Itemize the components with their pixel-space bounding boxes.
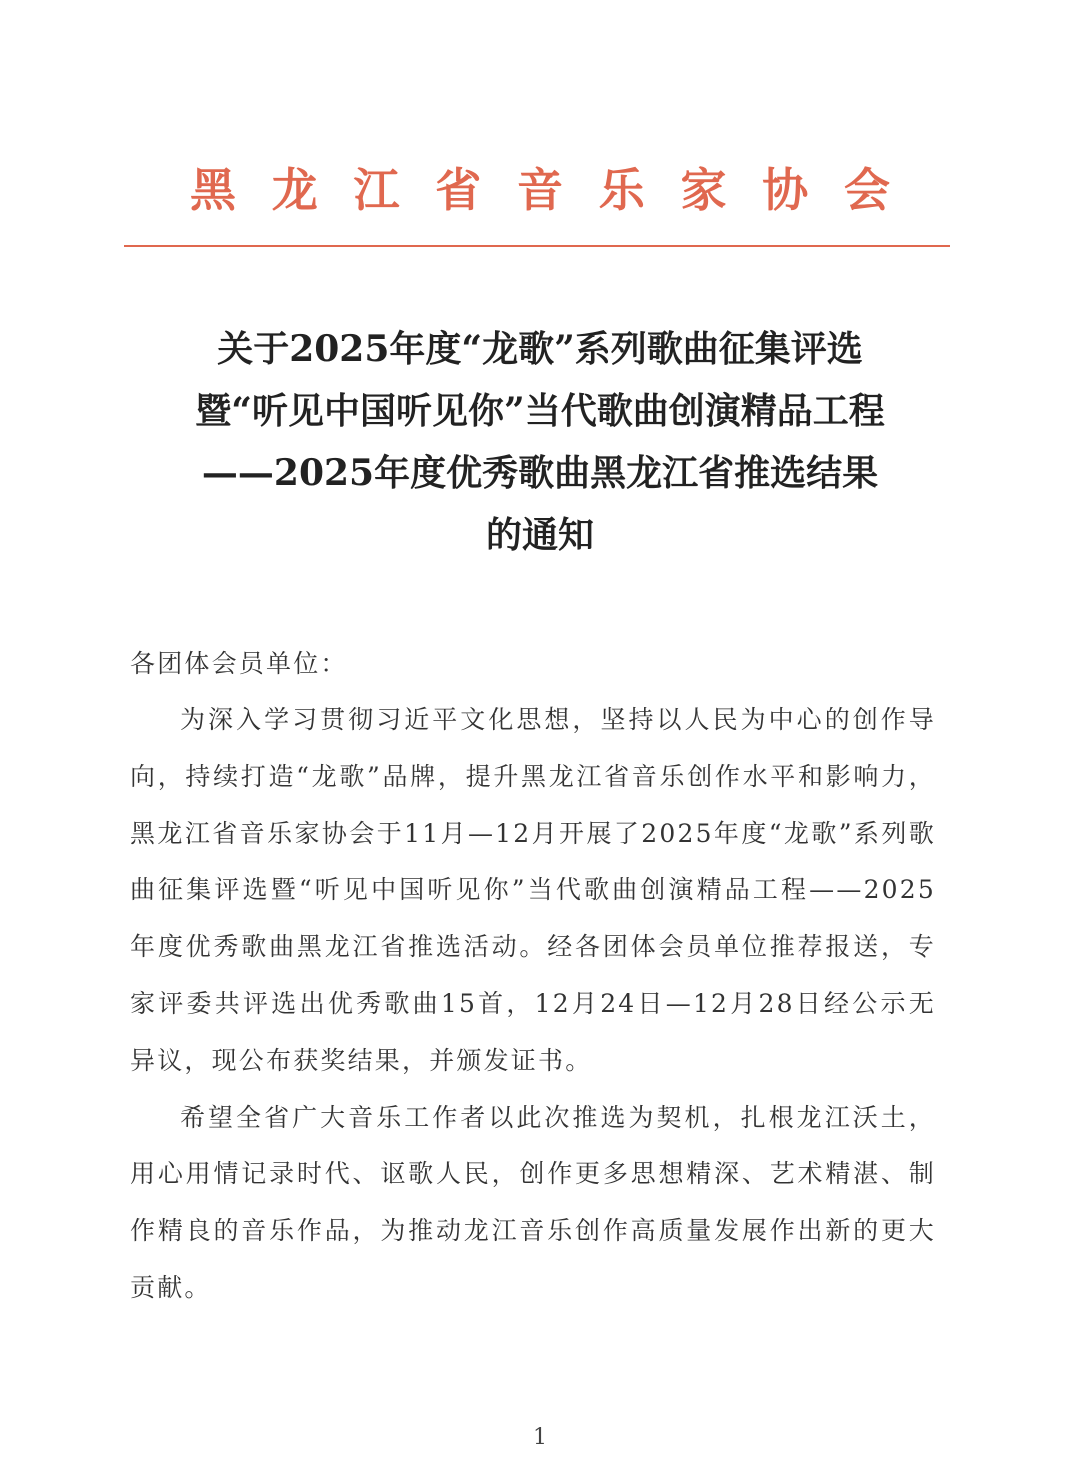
document-body [130, 635, 936, 1317]
letterhead-char: 龙 [271, 163, 318, 217]
document-title [100, 318, 980, 566]
letterhead-char: 黑 [190, 163, 236, 217]
body-paragraph: 为深入学习贯彻习近平文化思想，坚持以人民为中心的创作导向，持续打造“龙歌”品牌，提升黑龙江省音乐创作水平和影响力，黑龙江省音乐家协会于11月—12月开展了2025年度“龙歌”系列歌曲征集评选暨“听见中国听见你”当代歌曲创演精品工程——2025年度优秀歌曲黑龙江省推选活动。经各团体会员单位推荐报送，专家评委共评选出优秀歌曲15首，12月24日—12月28日经公示无异议，现公布获奖结果，并颁发证书。 [130, 705, 936, 1075]
letterhead-char: 乐 [598, 163, 645, 217]
title-line: 的通知 [485, 514, 594, 556]
letterhead-char: 音 [517, 163, 563, 217]
title-line: 暨“听见中国听见你”当代歌曲创演精品工程 [195, 390, 885, 432]
letterhead-char: 会 [844, 163, 890, 217]
letterhead-char: 家 [680, 163, 727, 217]
body-paragraph: 希望全省广大音乐工作者以此次推选为契机，扎根龙江沃土，用心用情记录时代、讴歌人民，创作更多思想精深、艺术精湛、制作精良的音乐作品，为推动龙江音乐创作高质量发展作出新的更大贡献。 [130, 1102, 936, 1302]
title-line: 关于2025年度“龙歌”系列歌曲征集评选 [217, 328, 863, 370]
letterhead-divider [124, 245, 950, 247]
letterhead [130, 160, 950, 220]
salutation: 各团体会员单位： [130, 649, 348, 678]
page-number: 1 [533, 1425, 547, 1450]
letterhead-char: 省 [435, 163, 482, 217]
letterhead-char: 江 [353, 163, 400, 217]
letterhead-char: 协 [762, 163, 809, 217]
title-line: ——2025年度优秀歌曲黑龙江省推选结果 [201, 452, 879, 494]
